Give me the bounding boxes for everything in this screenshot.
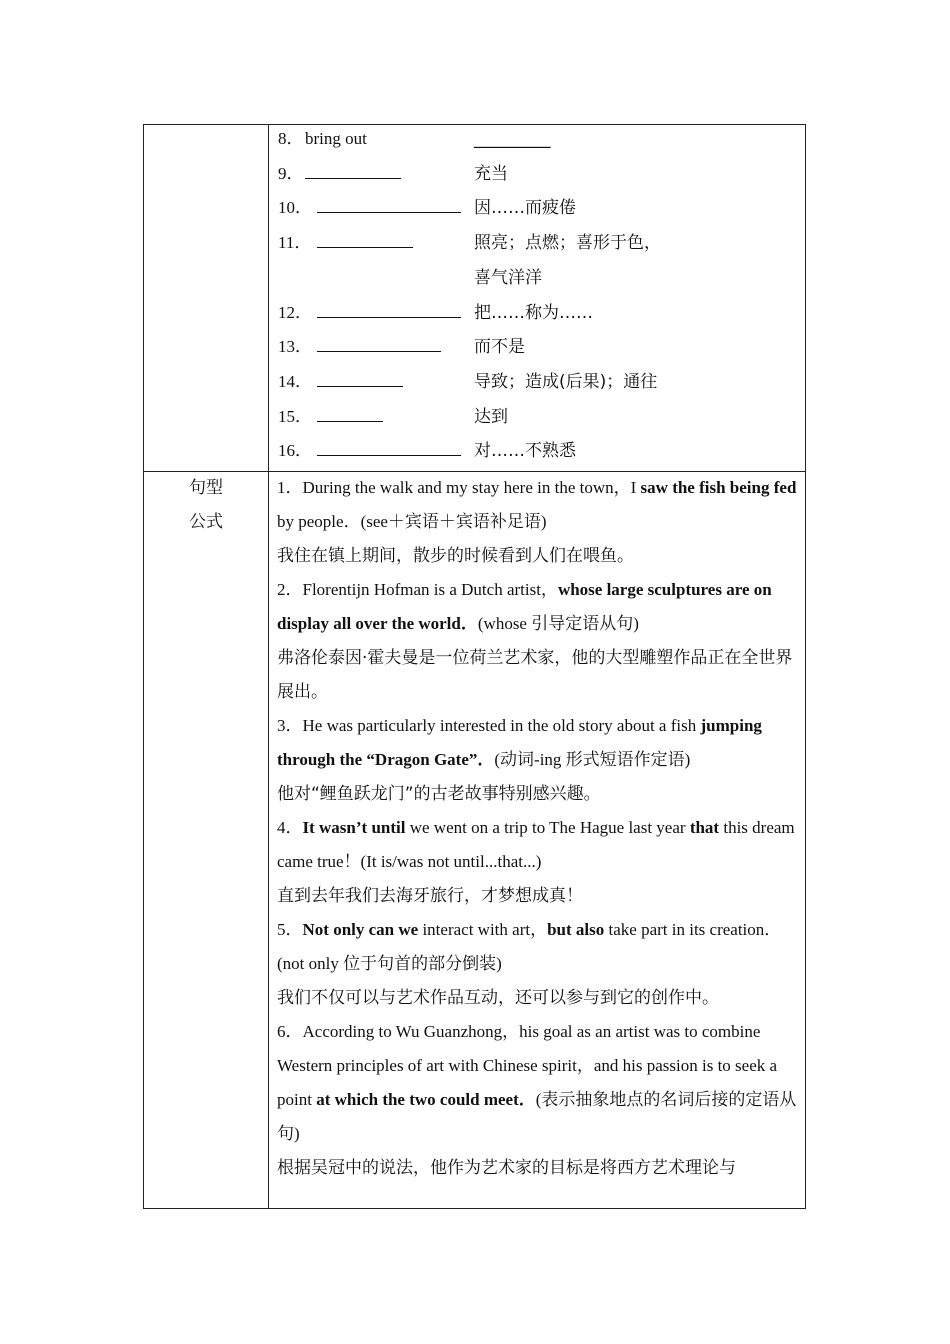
sentence-text: interact with art， [418, 920, 548, 939]
vocab-phrase [317, 226, 413, 260]
sentence-text: 2．Florentijn Hofman is a Dutch artist， [277, 580, 558, 599]
vocab-number: 10． [278, 198, 312, 218]
vocab-phrase [317, 434, 461, 468]
vocab-number: 8． [278, 129, 304, 148]
sentence-english [277, 471, 797, 539]
section-label-line-2: 公式 [189, 512, 223, 532]
vocab-meaning: 导致；造成(后果)；通往 [474, 371, 658, 392]
vocab-meaning: 充当 [474, 163, 508, 184]
vocab-row [269, 261, 806, 295]
key-phrase: Not only can we [302, 920, 419, 939]
sentence-text: (whose 引导定语从句) [477, 614, 639, 633]
vocab-phrase [317, 330, 441, 364]
sentence-english [277, 573, 797, 641]
answer-blank [317, 300, 461, 318]
sentence-text: 3．He was particularly interested in the old story about a fish [277, 716, 701, 735]
vocab-number: 12． [278, 302, 312, 322]
vocab-number: 13． [278, 337, 312, 357]
sentence-translation: 直到去年我们去海牙旅行，才梦想成真！ [277, 886, 583, 906]
vocab-number: 11． [278, 233, 312, 253]
vocab-row [269, 365, 806, 399]
sentence-text: 4． [277, 818, 303, 837]
sentence-english [277, 811, 797, 879]
key-phrase: that [689, 818, 720, 837]
sentence-patterns [277, 471, 797, 1185]
vocab-meaning: _________ [474, 129, 551, 149]
vocab-number: 15． [278, 406, 312, 426]
vocab-row [269, 296, 806, 330]
vocab-meaning: 达到 [474, 406, 508, 427]
vocab-phrase [317, 365, 403, 399]
vocab-row [269, 122, 806, 156]
vocab-meaning: 喜气洋洋 [474, 267, 542, 288]
vocab-row [269, 330, 806, 364]
vocab-phrase [305, 157, 401, 191]
sentence-text: by people．(see＋宾语＋宾语补足语) [277, 512, 547, 531]
vocab-phrase [317, 191, 461, 225]
vocab-row [269, 226, 806, 260]
key-phrase: but also [547, 920, 605, 939]
sentence-text: take part in its creation．(not only 位于句首的部分倒装) [277, 920, 782, 973]
vocab-phrase [317, 400, 383, 434]
vocab-row [269, 434, 806, 468]
vocab-phrase: bring out [305, 129, 367, 148]
vocab-number: 16． [278, 441, 312, 461]
key-phrase: It wasn’t until [302, 818, 406, 837]
answer-blank [317, 195, 461, 213]
sentence-translation: 我们不仅可以与艺术作品互动，还可以参与到它的创作中。 [277, 988, 719, 1008]
sentence-text: 1．During the walk and my stay here in the town，I [277, 478, 641, 497]
vocab-meaning: 照亮；点燃；喜形于色， [474, 233, 661, 254]
exercise-table [143, 124, 806, 1209]
vocab-row [269, 400, 806, 434]
vocab-number: 14． [278, 371, 312, 391]
answer-blank [305, 161, 401, 179]
vocab-phrase [317, 296, 461, 330]
sentence-text: (表示抽象地点的名词后接的定语从句) [277, 1090, 797, 1143]
vocab-meaning: 对……不熟悉 [474, 441, 576, 462]
section-label [144, 471, 268, 539]
sentence-translation: 他对“鲤鱼跃龙门”的古老故事特别感兴趣。 [277, 784, 601, 804]
sentence-text: 5． [277, 920, 303, 939]
answer-blank [317, 369, 403, 387]
sentence-text: 6．According to Wu Guanzhong，his goal as an artist was to combine Western principles of art with Chinese spirit，and his passion is to seek a point [277, 1022, 778, 1109]
key-phrase: saw the fish being fed [640, 478, 797, 497]
answer-blank [317, 230, 413, 248]
answer-blank [317, 438, 461, 456]
vocab-section [269, 125, 806, 471]
sentence-english [277, 709, 797, 777]
sentence-text: this dream came true！(It is/was not until...that...) [277, 818, 795, 871]
key-phrase: whose large sculptures are on display all over the world． [277, 580, 772, 633]
sentence-english [277, 1015, 797, 1151]
vocab-row [269, 191, 806, 225]
vocab-number: 9． [278, 163, 304, 183]
sentence-english [277, 913, 797, 981]
sentence-text: (动词-ing 形式短语作定语) [494, 750, 691, 769]
key-phrase: jumping through the “Dragon Gate”． [277, 716, 762, 769]
vocab-meaning: 而不是 [474, 337, 525, 358]
vocab-meaning: 因……而疲倦 [474, 198, 576, 219]
answer-blank [317, 404, 383, 422]
sentence-translation: 我住在镇上期间，散步的时候看到人们在喂鱼。 [277, 546, 634, 566]
vocab-meaning: 把……称为…… [474, 302, 593, 323]
section-label-line-1: 句型 [189, 478, 223, 498]
answer-blank [317, 334, 441, 352]
sentence-translation: 弗洛伦泰因·霍夫曼是一位荷兰艺术家，他的大型雕塑作品正在全世界展出。 [277, 648, 793, 702]
key-phrase: at which the two could meet． [316, 1090, 536, 1109]
sentence-translation: 根据吴冠中的说法，他作为艺术家的目标是将西方艺术理论与 [277, 1158, 736, 1178]
sentence-text: we went on a trip to The Hague last year [405, 818, 690, 837]
vocab-row [269, 157, 806, 191]
